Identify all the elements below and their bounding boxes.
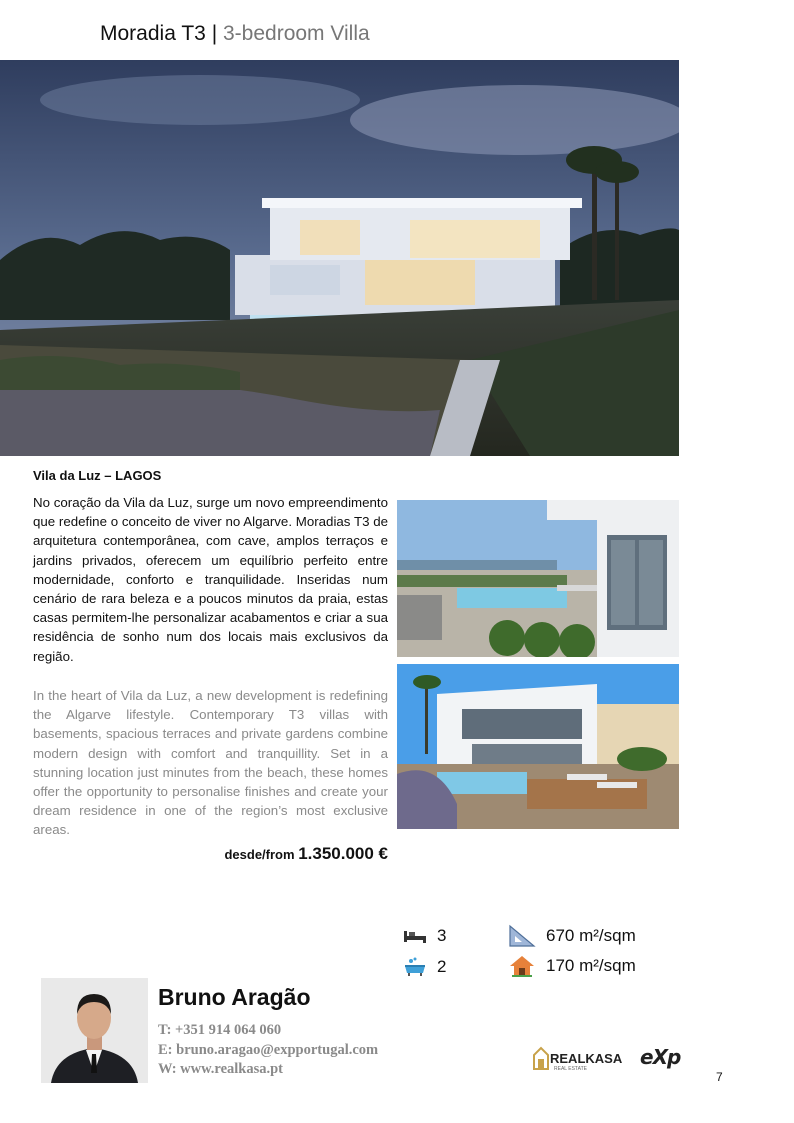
description-portuguese: No coração da Vila da Luz, surge um novo empreendimento que redefine o conceito de viver no Algarve. Moradias T3 de arquitetura contemporânea, com cave, amplos terraços e jardins privados, oferecem um equilíbrio perfeito entre modernidade, conforto e tranquilidade. Inseridas num cenário de rara beleza e a poucos minutos da praia, estas casas permitem-lhe personalizar acabamentos e criar a sua residência de sonho num dos locais mais exclusivos da região. (33, 495, 388, 664)
price-value: 1.350.000 € (298, 844, 388, 863)
house-icon (508, 954, 536, 978)
bed-icon (403, 927, 427, 945)
svg-text:REAL ESTATE: REAL ESTATE (554, 1066, 587, 1071)
price-label: desde/from (224, 847, 295, 862)
location-label: Vila da Luz – LAGOS (33, 468, 162, 483)
hero-image (0, 60, 679, 456)
exp-logo: eXp (640, 1045, 681, 1069)
title-separator: | (211, 22, 218, 45)
bathtub-icon (403, 956, 427, 978)
plot-area-value: 670 m²/sqm (546, 926, 636, 945)
bedrooms-count: 3 (437, 926, 447, 945)
ruler-triangle-icon (508, 924, 536, 948)
agent-website[interactable]: W: www.realkasa.pt (158, 1061, 284, 1077)
agent-name: Bruno Aragão (158, 984, 311, 1010)
bathrooms-count: 2 (437, 957, 447, 976)
page-title (100, 22, 370, 46)
feature-bedrooms (403, 926, 446, 946)
agent-email[interactable]: E: bruno.aragao@expportugal.com (158, 1042, 379, 1058)
feature-bathrooms (403, 956, 446, 978)
agent-phone[interactable]: T: +351 914 064 060 (158, 1022, 282, 1038)
villa-day-photo (397, 664, 679, 829)
agent-photo (41, 978, 148, 1083)
realkasa-logo-mark (532, 1045, 634, 1071)
page-number: 7 (716, 1070, 723, 1084)
terrace-photo (397, 500, 679, 657)
title-main: Moradia T3 (100, 22, 206, 45)
description-english: In the heart of Vila da Luz, a new development is redefining the Algarve lifestyle. Contemporary T3 villas with basements, spacious terraces and private gardens combine modern design with comfort and tranquillity. Set in a stunning location just minutes from the beach, these homes offer the opportunity to personalise finishes and create your dream residence in one of the region’s most exclusive areas. (33, 688, 388, 838)
realkasa-logo (532, 1045, 634, 1071)
feature-plot-area (508, 924, 636, 948)
feature-built-area (508, 954, 636, 978)
price (33, 844, 388, 864)
title-sub: 3-bedroom Villa (223, 22, 370, 45)
svg-text:REALKASA: REALKASA (550, 1051, 623, 1066)
built-area-value: 170 m²/sqm (546, 956, 636, 975)
